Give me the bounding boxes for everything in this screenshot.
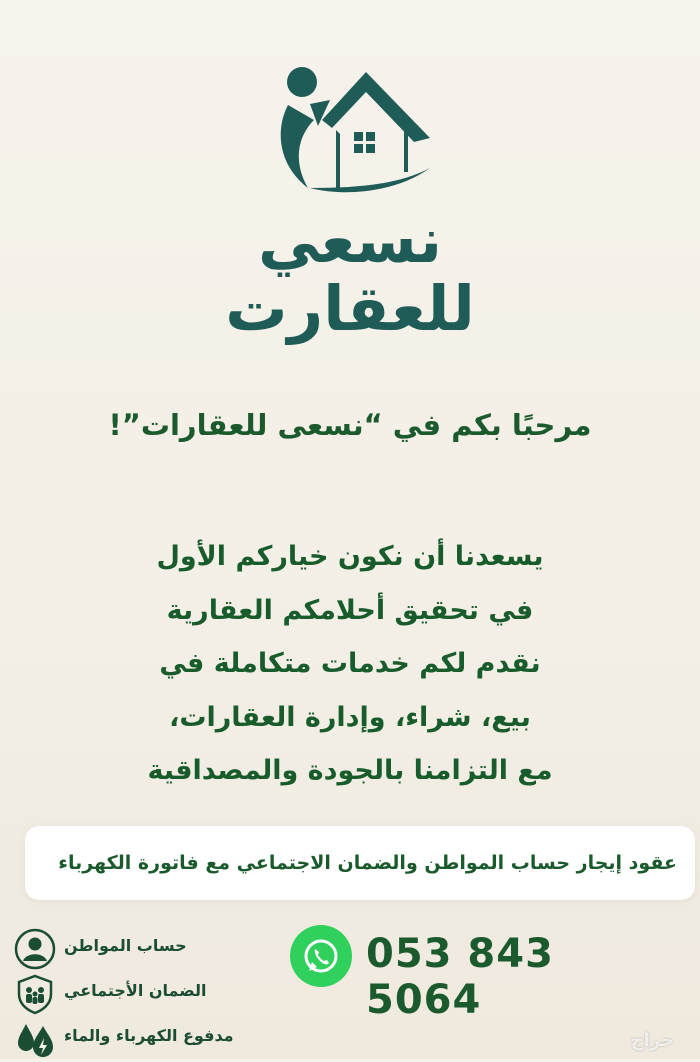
brand-name-line2: للعقارت bbox=[225, 272, 475, 345]
intro-line: بيع، شراء، وإدارة العقارات، bbox=[169, 701, 531, 733]
welcome-heading: مرحبًا بكم في “نسعى للعقارات”! bbox=[108, 408, 592, 442]
whatsapp-button[interactable] bbox=[290, 925, 352, 987]
features-list bbox=[14, 928, 284, 1058]
feature-citizen-account bbox=[14, 928, 284, 972]
feature-utilities-paid bbox=[14, 1018, 284, 1062]
intro-line: مع التزامنا بالجودة والمصداقية bbox=[147, 755, 553, 786]
feature-social-security bbox=[14, 973, 284, 1017]
intro-line: في تحقيق أحلامكم العقارية bbox=[166, 594, 534, 626]
contracts-banner bbox=[25, 826, 695, 900]
intro-paragraph bbox=[0, 530, 700, 798]
intro-line: نقدم لكم خدمات متكاملة في bbox=[159, 648, 541, 679]
social-security-shield-icon bbox=[14, 973, 56, 1015]
feature-label: مدفوع الكهرباء والماء bbox=[64, 1026, 234, 1045]
whatsapp-icon bbox=[301, 936, 341, 976]
electricity-water-drops-icon bbox=[14, 1018, 56, 1060]
brand-logo bbox=[0, 60, 700, 345]
phone-number[interactable]: 053 843 5064 bbox=[366, 931, 554, 1023]
feature-label: حساب المواطن bbox=[64, 936, 187, 955]
feature-label: الضمان الأجتماعي bbox=[64, 981, 207, 1000]
intro-line: يسعدنا أن نكون خياركم الأول bbox=[156, 541, 544, 572]
citizen-account-icon bbox=[14, 928, 56, 970]
contact-row bbox=[290, 925, 650, 1023]
haraj-watermark: حراج bbox=[630, 1030, 674, 1051]
house-person-logo-icon bbox=[270, 60, 440, 200]
brand-name-line1: نسعي bbox=[257, 204, 443, 277]
banner-text: عقود إيجار حساب المواطن والضمان الاجتماعي مع فاتورة الكهرباء bbox=[58, 852, 677, 874]
